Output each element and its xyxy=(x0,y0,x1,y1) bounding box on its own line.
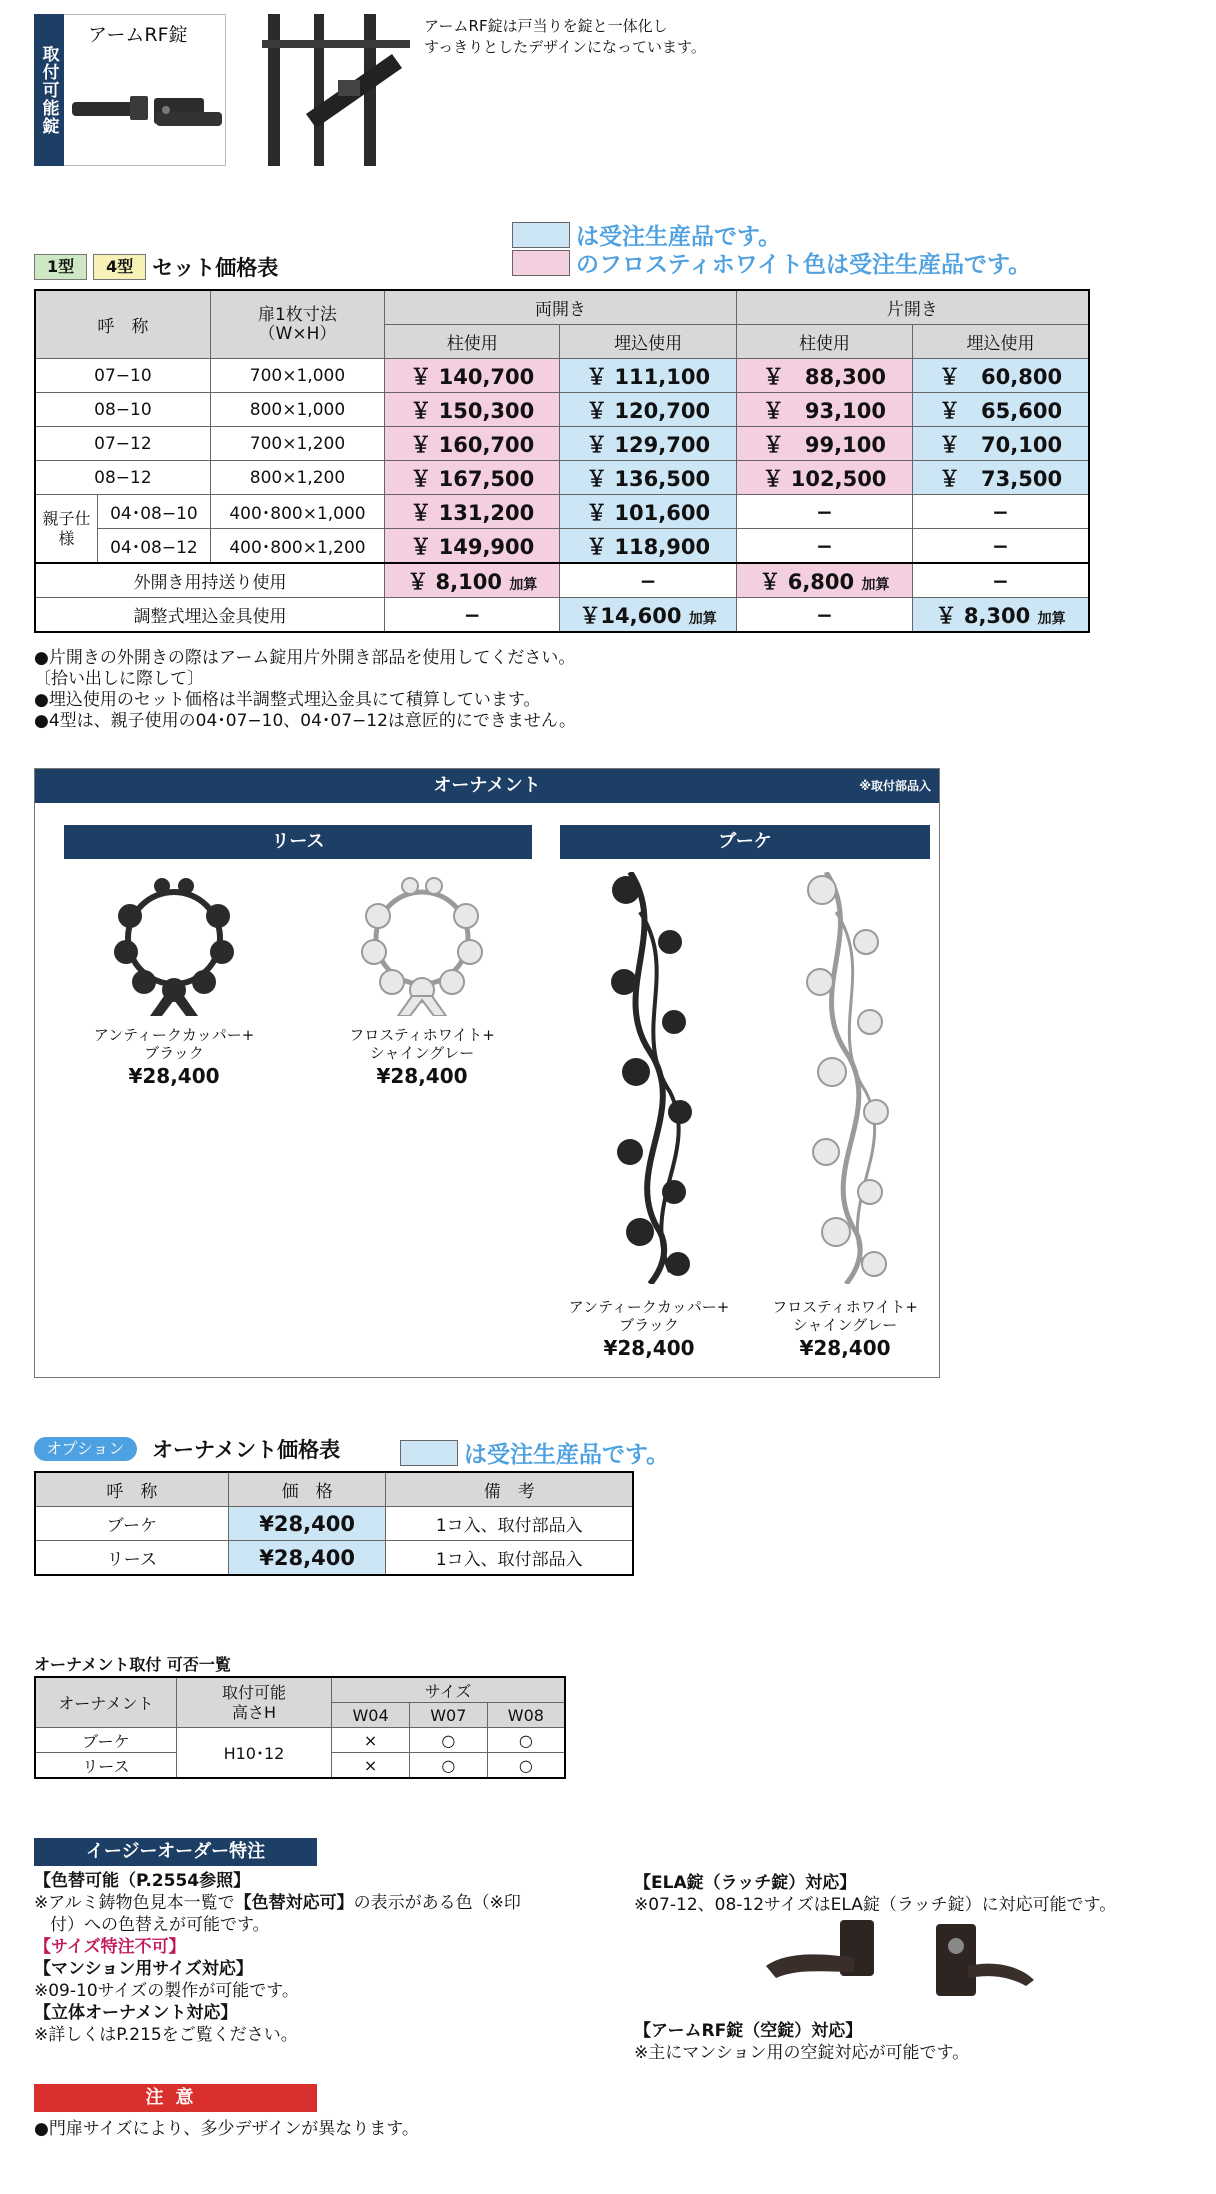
caption-line: シャイングレー xyxy=(792,1316,898,1334)
wreath-black-caption xyxy=(84,1026,264,1062)
header-double-embed: 埋込使用 xyxy=(560,325,736,359)
price-single-embed: ￥ 60,800 xyxy=(913,359,1089,393)
bouquet-white-image xyxy=(796,872,896,1284)
table-row xyxy=(35,598,1089,633)
row-remark: 1コ入、取付部品入 xyxy=(386,1541,633,1576)
price-double-embed: − xyxy=(560,563,736,598)
price-single-embed: − xyxy=(913,563,1089,598)
ela-lock-image xyxy=(758,1916,1038,2004)
row-size: 400･800×1,200 xyxy=(210,529,384,564)
price-single-embed: − xyxy=(913,495,1089,529)
lock-tag: 取付可能錠 xyxy=(34,14,64,166)
price-unit: 加算 xyxy=(509,576,538,593)
price-notes xyxy=(34,648,576,732)
wreath-header: リース xyxy=(64,825,532,859)
price-single-pillar: ￥ 102,500 xyxy=(736,461,912,495)
solid-head: 【立体オーナメント対応】 xyxy=(34,2003,238,2023)
price-double-pillar xyxy=(385,563,560,598)
table-row xyxy=(35,529,1089,564)
wreath-black-image xyxy=(104,866,244,1016)
row-name: リース xyxy=(35,1541,228,1576)
row-remark: 1コ入、取付部品入 xyxy=(386,1507,633,1541)
price-single-embed: ￥ 65,600 xyxy=(913,393,1089,427)
set-price-table xyxy=(34,289,1090,633)
table-row xyxy=(35,393,1089,427)
price-single-pillar: ￥ 93,100 xyxy=(736,393,912,427)
bouquet-white-caption xyxy=(752,1298,938,1334)
row-size: 400･800×1,000 xyxy=(210,495,384,529)
type4-badge: 4型 xyxy=(93,254,146,280)
row-w04: × xyxy=(332,1728,410,1753)
arm-head: 【アームRF錠（空錠）対応】 xyxy=(634,2021,863,2041)
legend-blue-text: は受注生産品です。 xyxy=(576,224,782,250)
table-row xyxy=(35,1728,565,1753)
row-size: 700×1,200 xyxy=(210,427,384,461)
row-price: ¥28,400 xyxy=(228,1507,386,1541)
price-double-embed: ￥ 111,100 xyxy=(560,359,736,393)
header-size xyxy=(210,290,384,359)
ela-head: 【ELA錠（ラッチ錠）対応】 xyxy=(634,1873,857,1893)
price-single-pillar: − xyxy=(736,598,912,633)
option-legend xyxy=(400,1436,669,1469)
type1-badge: 1型 xyxy=(34,254,87,280)
header-single-pillar: 柱使用 xyxy=(736,325,912,359)
color-text-d: 付）への色替えが可能です。 xyxy=(50,1915,270,1935)
row-price: ¥28,400 xyxy=(228,1541,386,1576)
price-double-pillar: ￥ 149,900 xyxy=(385,529,560,564)
option-table-title: オーナメント価格表 xyxy=(152,1438,341,1462)
bouquet-black-image xyxy=(600,872,700,1284)
price-double-pillar: − xyxy=(385,598,560,633)
price-single-embed: − xyxy=(913,529,1089,564)
wreath-black-price: ¥28,400 xyxy=(128,1064,220,1088)
header-single-embed: 埋込使用 xyxy=(913,325,1089,359)
header-name: 呼 称 xyxy=(35,290,210,359)
price-value: ￥ 8,100 xyxy=(407,569,502,594)
table-row xyxy=(35,563,1089,598)
easy-order-right xyxy=(634,1872,1204,1916)
bouquet-black-price: ¥28,400 xyxy=(603,1336,695,1360)
row-name: 08−10 xyxy=(35,393,210,427)
caption-line: フロスティホワイト+ xyxy=(772,1298,918,1316)
price-single-pillar xyxy=(736,563,912,598)
price-double-embed: ￥ 136,500 xyxy=(560,461,736,495)
color-text-c: の表示がある色（※印 xyxy=(353,1893,521,1913)
ela-text: ※07-12、08-12サイズはELA錠（ラッチ錠）に対応可能です。 xyxy=(634,1895,1117,1915)
legend-pink xyxy=(512,246,1031,279)
note-line: ●4型は、親子使用の04･07−10、04･07−12は意匠的にできません。 xyxy=(34,711,576,731)
caption-line: ブラック xyxy=(619,1316,679,1334)
row-name: 08−12 xyxy=(35,461,210,495)
price-double-pillar: ￥ 140,700 xyxy=(385,359,560,393)
row-height: H10･12 xyxy=(176,1728,331,1779)
table-row xyxy=(35,1507,633,1541)
gate-frame-image xyxy=(262,14,410,166)
header-price: 価 格 xyxy=(228,1472,386,1507)
ornament-header xyxy=(35,769,939,803)
header-double-pillar: 柱使用 xyxy=(385,325,560,359)
legend-pink-text: のフロスティホワイト色は受注生産品です。 xyxy=(576,252,1032,278)
bouquet-white-price: ¥28,400 xyxy=(799,1336,891,1360)
row-name: 07−12 xyxy=(35,427,210,461)
arm-order xyxy=(634,2020,1204,2064)
header-ornament: オーナメント xyxy=(35,1677,176,1728)
price-double-embed xyxy=(560,598,736,633)
caution-header: 注意 xyxy=(34,2084,317,2112)
row-name: ブーケ xyxy=(35,1728,176,1753)
header-size-main: 扉1枚寸法 xyxy=(258,304,337,325)
bouquet-black-caption xyxy=(556,1298,742,1334)
arm-text: ※主にマンション用の空錠対応が可能です。 xyxy=(634,2043,970,2063)
price-double-embed: ￥ 101,600 xyxy=(560,495,736,529)
price-double-embed: ￥ 120,700 xyxy=(560,393,736,427)
price-single-embed: ￥ 73,500 xyxy=(913,461,1089,495)
caption-line: ブラック xyxy=(144,1044,204,1062)
header-w07: W07 xyxy=(409,1703,487,1728)
table-row xyxy=(35,1541,633,1576)
caption-line: フロスティホワイト+ xyxy=(349,1026,495,1044)
availability-title: オーナメント取付 可否一覧 xyxy=(34,1655,231,1674)
table-row xyxy=(35,495,1089,529)
size-ng: 【サイズ特注不可】 xyxy=(34,1937,186,1957)
extra-label: 調整式埋込金具使用 xyxy=(35,598,385,633)
lock-description: アームRF錠は戸当りを錠と一体化し すっきりとしたデザインになっています。 xyxy=(424,17,706,56)
ornament-title: オーナメント xyxy=(433,775,541,796)
option-badge: オプション xyxy=(34,1437,137,1461)
ornament-price-table xyxy=(34,1471,634,1576)
price-double-pillar: ￥ 131,200 xyxy=(385,495,560,529)
row-name: リース xyxy=(35,1753,176,1779)
price-unit: 加算 xyxy=(688,610,717,627)
lock-title: アームRF錠 xyxy=(88,24,188,46)
lock-handle-image xyxy=(68,88,224,140)
availability-table xyxy=(34,1676,566,1779)
row-w04: × xyxy=(332,1753,410,1779)
header-height: 取付可能 高さH xyxy=(176,1677,331,1728)
row-name: 04･08−12 xyxy=(97,529,210,564)
row-name: 04･08−10 xyxy=(97,495,210,529)
header-double: 両開き xyxy=(385,290,737,325)
row-name: 07−10 xyxy=(35,359,210,393)
price-value: ￥ 8,300 xyxy=(935,603,1031,628)
price-double-embed: ￥ 118,900 xyxy=(560,529,736,564)
price-unit: 加算 xyxy=(1037,610,1066,627)
wreath-white-caption xyxy=(332,1026,512,1062)
price-table-title: セット価格表 xyxy=(152,256,279,280)
price-single-pillar: ￥ 88,300 xyxy=(736,359,912,393)
header-w04: W04 xyxy=(332,1703,410,1728)
extra-label: 外開き用持送り使用 xyxy=(35,563,385,598)
caution-text: ●門扉サイズにより、多少デザインが異なります。 xyxy=(34,2119,419,2139)
header-size: サイズ xyxy=(332,1677,565,1703)
price-value: ￥14,600 xyxy=(579,603,682,628)
color-text-a: ※アルミ鋳物色見本一覧で xyxy=(34,1893,235,1913)
color-text xyxy=(34,1892,594,1914)
note-line: 〔拾い出しに際して〕 xyxy=(34,669,204,689)
caption-line: アンティークカッパー+ xyxy=(568,1298,730,1316)
wreath-white-price: ¥28,400 xyxy=(376,1064,468,1088)
row-size: 800×1,000 xyxy=(210,393,384,427)
table-row xyxy=(35,359,1089,393)
price-double-embed: ￥ 129,700 xyxy=(560,427,736,461)
easy-order-header: イージーオーダー特注 xyxy=(34,1838,317,1866)
row-size: 800×1,200 xyxy=(210,461,384,495)
table-row xyxy=(35,461,1089,495)
row-w08: ○ xyxy=(487,1728,565,1753)
header-name: 呼 称 xyxy=(35,1472,228,1507)
row-w07: ○ xyxy=(409,1728,487,1753)
caption-line: シャイングレー xyxy=(369,1044,475,1062)
price-single-pillar: ￥ 99,100 xyxy=(736,427,912,461)
color-text-b: 【色替対応可】 xyxy=(234,1893,354,1913)
option-legend-text: は受注生産品です。 xyxy=(464,1442,670,1468)
header-single: 片開き xyxy=(736,290,1089,325)
legend-pink-swatch xyxy=(512,250,570,276)
note-line: ●片開きの外開きの際はアーム錠用片外開き部品を使用してください。 xyxy=(34,648,576,668)
row-name: ブーケ xyxy=(35,1507,228,1541)
price-single-embed: ￥ 70,100 xyxy=(913,427,1089,461)
mansion-text: ※09-10サイズの製作が可能です。 xyxy=(34,1981,299,2001)
header-remark: 備 考 xyxy=(386,1472,633,1507)
price-single-pillar: − xyxy=(736,495,912,529)
table-row xyxy=(35,427,1089,461)
price-double-pillar: ￥ 167,500 xyxy=(385,461,560,495)
price-single-embed xyxy=(913,598,1089,633)
row-size: 700×1,000 xyxy=(210,359,384,393)
easy-order-left xyxy=(34,1870,594,2046)
ornament-note: ※取付部品入 xyxy=(859,779,931,793)
price-single-pillar: − xyxy=(736,529,912,564)
caption-line: アンティークカッパー+ xyxy=(93,1026,255,1044)
mansion-head: 【マンション用サイズ対応】 xyxy=(34,1959,253,1979)
option-legend-swatch xyxy=(400,1440,458,1466)
row-w07: ○ xyxy=(409,1753,487,1779)
header-w08: W08 xyxy=(487,1703,565,1728)
price-title-row xyxy=(34,252,278,282)
price-double-pillar: ￥ 150,300 xyxy=(385,393,560,427)
solid-text: ※詳しくはP.215をご覧ください。 xyxy=(34,2025,298,2045)
bouquet-header: ブーケ xyxy=(560,825,930,859)
price-double-pillar: ￥ 160,700 xyxy=(385,427,560,461)
wreath-white-image xyxy=(352,866,492,1016)
color-head: 【色替可能（P.2554参照】 xyxy=(34,1871,251,1891)
oyako-label: 親子仕様 xyxy=(35,495,97,564)
price-value: ￥ 6,800 xyxy=(759,569,855,594)
header-size-sub: （W×H） xyxy=(258,323,337,344)
legend-blue-swatch xyxy=(512,222,570,248)
price-unit: 加算 xyxy=(861,576,890,593)
row-w08: ○ xyxy=(487,1753,565,1779)
note-line: ●埋込使用のセット価格は半調整式埋込金具にて積算しています。 xyxy=(34,690,541,710)
